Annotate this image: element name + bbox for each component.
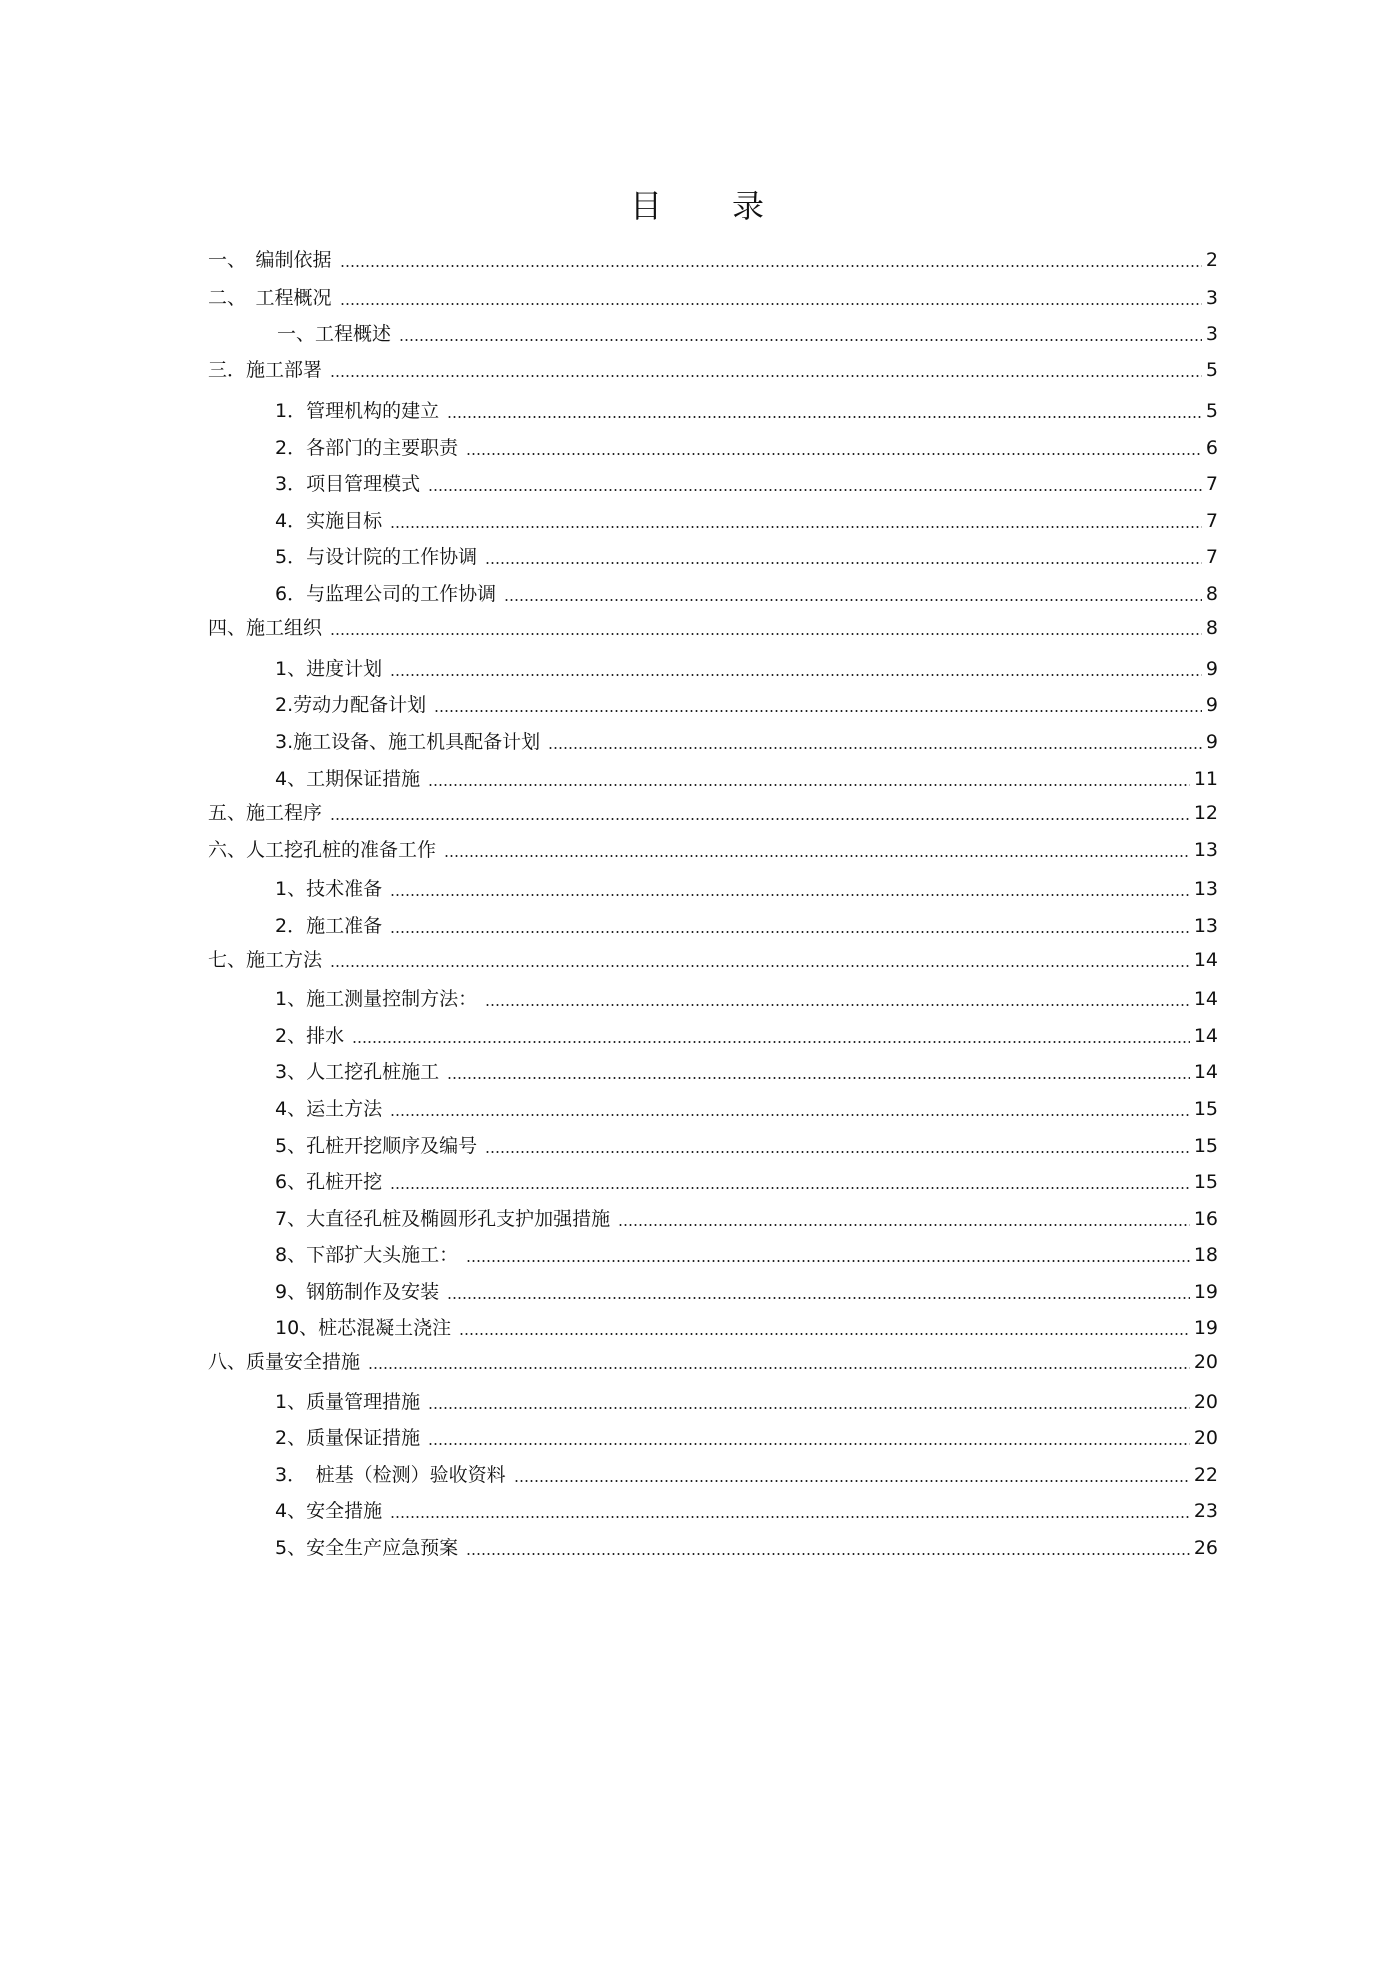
toc-entry-page: 15 [1193, 1135, 1218, 1157]
toc-leader-dots [485, 1151, 1190, 1153]
toc-leader-dots [390, 931, 1190, 933]
toc-entry-label: 3．项目管理模式 [275, 473, 421, 495]
toc-entry-label: 2、排水 [275, 1025, 345, 1047]
toc-entry[interactable] [275, 1495, 1218, 1523]
toc-entry-page: 9 [1205, 731, 1218, 753]
toc-leader-dots [390, 1516, 1190, 1518]
toc-entry-page: 14 [1193, 1025, 1218, 1047]
toc-entry[interactable] [275, 1056, 1218, 1084]
toc-entry-page: 7 [1205, 473, 1218, 495]
toc-leader-dots [330, 965, 1190, 967]
toc-leader-dots [340, 265, 1202, 267]
toc-entry-label: 八、质量安全措施 [208, 1351, 361, 1373]
toc-entry[interactable] [275, 1459, 1218, 1487]
toc-title-char-2: 录 [732, 187, 765, 225]
toc-entry-page: 2 [1205, 249, 1218, 271]
toc-entry-label: 3、人工挖孔桩施工 [275, 1061, 440, 1083]
toc-leader-dots [447, 416, 1202, 418]
toc-entry[interactable] [208, 797, 1218, 825]
toc-entry-label: 2．施工准备 [275, 915, 383, 937]
toc-leader-dots [390, 1187, 1190, 1189]
toc-entry-page: 3 [1205, 323, 1218, 345]
toc-entry-page: 9 [1205, 658, 1218, 680]
toc-title-char-1: 目 [629, 187, 662, 225]
toc-entry-label: 1、进度计划 [275, 658, 383, 680]
toc-leader-dots [352, 1041, 1190, 1043]
toc-entry[interactable] [275, 1166, 1218, 1194]
toc-entry-page: 13 [1193, 878, 1218, 900]
toc-entry[interactable] [275, 1130, 1218, 1158]
toc-entry-page: 9 [1205, 694, 1218, 716]
toc-leader-dots [618, 1224, 1190, 1226]
toc-entry-page: 18 [1193, 1244, 1218, 1266]
toc-entry[interactable] [275, 395, 1218, 423]
toc-entry-page: 3 [1205, 287, 1218, 309]
toc-leader-dots [447, 1297, 1190, 1299]
toc-entry[interactable] [277, 318, 1218, 346]
toc-entry-label: 4、运土方法 [275, 1098, 383, 1120]
toc-leader-dots [485, 562, 1202, 564]
toc-leader-dots [434, 710, 1202, 712]
toc-entry-label: 8、下部扩大头施工： [275, 1244, 459, 1266]
toc-leader-dots [514, 1480, 1190, 1482]
toc-entry-page: 20 [1193, 1391, 1218, 1413]
toc-entry-label: 3． 桩基（检测）验收资料 [275, 1464, 506, 1486]
toc-leader-dots [330, 633, 1202, 635]
toc-entry[interactable] [275, 432, 1218, 460]
toc-entry-label: 二、 工程概况 [208, 287, 332, 309]
toc-entry-label: 1、施工测量控制方法： [275, 988, 478, 1010]
toc-entry-page: 26 [1193, 1537, 1218, 1559]
toc-entry-page: 7 [1205, 546, 1218, 568]
toc-leader-dots [428, 1407, 1190, 1409]
toc-entry[interactable] [275, 653, 1218, 681]
toc-entry-page: 13 [1193, 915, 1218, 937]
toc-entry-label: 2.劳动力配备计划 [275, 694, 427, 716]
toc-leader-dots [330, 818, 1190, 820]
toc-entry-page: 22 [1193, 1464, 1218, 1486]
toc-entry[interactable] [275, 983, 1218, 1011]
toc-entry-label: 5、安全生产应急预案 [275, 1537, 459, 1559]
toc-entry-label: 3.施工设备、施工机具配备计划 [275, 731, 541, 753]
toc-entry-label: 1、技术准备 [275, 878, 383, 900]
toc-entry-page: 5 [1205, 359, 1218, 381]
toc-entry[interactable] [208, 1346, 1218, 1374]
toc-entry[interactable] [275, 1020, 1218, 1048]
toc-entry-page: 15 [1193, 1171, 1218, 1193]
toc-leader-dots [390, 894, 1190, 896]
toc-entry[interactable] [275, 689, 1218, 717]
toc-entry-label: 4、安全措施 [275, 1500, 383, 1522]
toc-entry-page: 19 [1193, 1281, 1218, 1303]
toc-leader-dots [428, 784, 1190, 786]
toc-entry[interactable] [275, 763, 1218, 791]
toc-entry[interactable] [275, 1203, 1218, 1231]
toc-entry-label: 9、钢筋制作及安装 [275, 1281, 440, 1303]
toc-entry[interactable] [208, 944, 1218, 972]
toc-leader-dots [466, 453, 1202, 455]
toc-entry[interactable] [275, 1276, 1218, 1304]
toc-leader-dots [428, 1443, 1190, 1445]
toc-entry-label: 4、工期保证措施 [275, 768, 421, 790]
toc-leader-dots [390, 1114, 1190, 1116]
toc-entry-page: 14 [1193, 1061, 1218, 1083]
toc-leader-dots [504, 599, 1202, 601]
toc-entry[interactable] [275, 505, 1218, 533]
toc-leader-dots [399, 339, 1202, 341]
toc-leader-dots [340, 303, 1202, 305]
toc-entry-label: 6、孔桩开挖 [275, 1171, 383, 1193]
toc-entry[interactable] [275, 1239, 1218, 1267]
toc-entry-page: 11 [1193, 768, 1218, 790]
toc-leader-dots [548, 747, 1202, 749]
toc-entry-label: 六、人工挖孔桩的准备工作 [208, 839, 437, 861]
toc-entry-page: 15 [1193, 1098, 1218, 1120]
toc-entry-page: 14 [1193, 988, 1218, 1010]
toc-entry-label: 2、质量保证措施 [275, 1427, 421, 1449]
toc-entry-page: 8 [1205, 583, 1218, 605]
toc-entry[interactable] [275, 1422, 1218, 1450]
toc-entry[interactable] [208, 244, 1218, 272]
toc-entry[interactable] [275, 468, 1218, 496]
toc-entry-page: 19 [1193, 1317, 1218, 1339]
toc-entry-page: 23 [1193, 1500, 1218, 1522]
toc-entry-label: 4．实施目标 [275, 510, 383, 532]
toc-entry[interactable] [275, 1312, 1218, 1340]
toc-entry[interactable] [275, 726, 1218, 754]
toc-leader-dots [368, 1367, 1190, 1369]
toc-leader-dots [459, 1333, 1190, 1335]
toc-entry-page: 7 [1205, 510, 1218, 532]
toc-leader-dots [447, 1077, 1190, 1079]
toc-entry[interactable] [275, 1386, 1218, 1414]
toc-entry-label: 7、大直径孔桩及椭圆形孔支护加强措施 [275, 1208, 611, 1230]
toc-entry-page: 5 [1205, 400, 1218, 422]
toc-leader-dots [485, 1004, 1190, 1006]
toc-entry-page: 6 [1205, 437, 1218, 459]
toc-entry-page: 20 [1193, 1351, 1218, 1373]
toc-leader-dots [444, 855, 1190, 857]
toc-entry[interactable] [208, 282, 1218, 310]
toc-entry-label: 5．与设计院的工作协调 [275, 546, 478, 568]
toc-entry-label: 五、施工程序 [208, 802, 323, 824]
toc-entry[interactable] [275, 578, 1218, 606]
toc-leader-dots [390, 674, 1202, 676]
toc-leader-dots [390, 526, 1202, 528]
toc-entry-label: 1、质量管理措施 [275, 1391, 421, 1413]
toc-leader-dots [466, 1260, 1190, 1262]
toc-entry[interactable] [208, 612, 1218, 640]
toc-entry[interactable] [275, 1532, 1218, 1560]
toc-entry-label: 10、桩芯混凝土浇注 [275, 1317, 452, 1339]
toc-entry-page: 13 [1193, 839, 1218, 861]
toc-entry-label: 一、 编制依据 [208, 249, 332, 271]
toc-leader-dots [428, 489, 1202, 491]
toc-leader-dots [466, 1553, 1190, 1555]
toc-entry-label: 1．管理机构的建立 [275, 400, 440, 422]
toc-entry-label: 5、孔桩开挖顺序及编号 [275, 1135, 478, 1157]
toc-entry[interactable] [275, 910, 1218, 938]
toc-entry-page: 16 [1193, 1208, 1218, 1230]
toc-entry[interactable] [208, 834, 1218, 862]
toc-entry-label: 四、施工组织 [208, 617, 323, 639]
toc-entry-page: 8 [1205, 617, 1218, 639]
toc-entry[interactable] [275, 1093, 1218, 1121]
toc-entry[interactable] [208, 354, 1218, 382]
toc-entry[interactable] [275, 541, 1218, 569]
toc-leader-dots [330, 375, 1202, 377]
toc-entry-page: 14 [1193, 949, 1218, 971]
toc-entry-label: 2．各部门的主要职责 [275, 437, 459, 459]
toc-entry-page: 12 [1193, 802, 1218, 824]
toc-entry-label: 6．与监理公司的工作协调 [275, 583, 497, 605]
toc-entry-page: 20 [1193, 1427, 1218, 1449]
toc-entry[interactable] [275, 873, 1218, 901]
toc-entry-label: 七、施工方法 [208, 949, 323, 971]
toc-entry-label: 一、工程概述 [277, 323, 392, 345]
toc-entry-label: 三．施工部署 [208, 359, 323, 381]
